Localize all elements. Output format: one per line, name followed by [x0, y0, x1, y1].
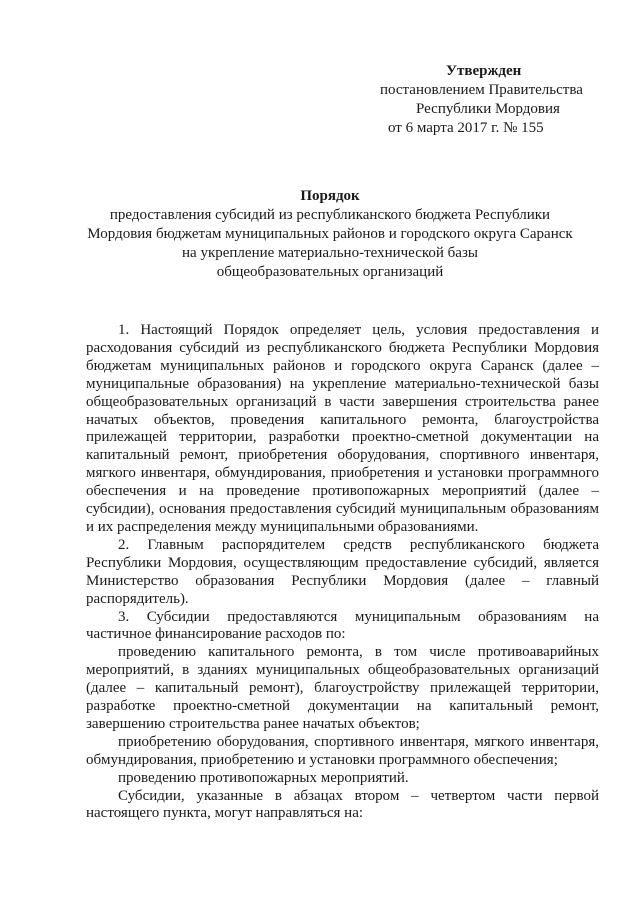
document-subtitle-line: Мордовия бюджетам муниципальных районов и городского округа Саранск — [87, 226, 573, 242]
approval-line-1: постановлением Правительства — [380, 82, 583, 98]
document-subtitle-line: предоставления субсидий из республиканского бюджета Республики — [109, 207, 551, 223]
document-subtitle-line: общеобразовательных организаций — [216, 264, 444, 280]
paragraph-1: 1. Настоящий Порядок определяет цель, условия предоставления и расходования субсидий из республиканского бюджета Республики Мордовия бюджетам муниципальных районов и городского округа Саранск (далее – муниципальные образования) на укрепление материально-технической базы общеобразовательных организаций в части завершения строительства ранее начатых объектов, проведения капитального ремонта, благоустройства прилежащей территории, разработки проектно-сметной документации на капитальный ремонт, приобретения оборудования, спортивного инвентаря, мягкого инвентаря, обмундирования, приобретения и установки программного обеспечения и на проведение противопожарных мероприятий (далее – субсидии), основания предоставления субсидий муниципальным образованиям и их распределения между муниципальными образованиями. — [86, 322, 599, 535]
document-heading: Порядок — [300, 188, 360, 204]
approval-line-3: от 6 марта 2017 г. № 155 — [388, 120, 544, 136]
paragraph-3-item-1: проведению капитального ремонта, в том числе противоаварийных мероприятий, в зданиях муниципальных общеобразовательных организаций (далее – капитальный ремонт), благоустройству прилежащей территории, разработке проектно-сметной документации на капитальный ремонт, завершению строительства ранее начатых объектов; — [86, 644, 599, 732]
document-title — [60, 187, 600, 282]
paragraph-3: 3. Субсидии предоставляются муниципальным образованиям на частичное финансирование расходов по: — [86, 608, 599, 643]
paragraph-3-item-2: приобретению оборудования, спортивного инвентаря, мягкого инвентаря, обмундирования, приобретению и установки программного обеспечения; — [86, 733, 599, 768]
document-body — [86, 322, 599, 823]
approval-line-2: Республики Мордовия — [416, 101, 560, 117]
document-subtitle-line: на укрепление материально-технической базы — [182, 245, 478, 261]
paragraph-2: 2. Главным распорядителем средств республиканского бюджета Республики Мордовия, осуществляющим предоставление субсидий, является Министерство образования Республики Мордовия (далее – главный распорядитель). — [86, 536, 599, 607]
approval-title: Утвержден — [446, 63, 522, 79]
paragraph-3-continuation: Субсидии, указанные в абзацах втором – четвертом части первой настоящего пункта, могут направляться на: — [86, 787, 599, 822]
approval-stamp — [372, 62, 612, 138]
paragraph-3-item-3: проведению противопожарных мероприятий. — [118, 769, 409, 786]
